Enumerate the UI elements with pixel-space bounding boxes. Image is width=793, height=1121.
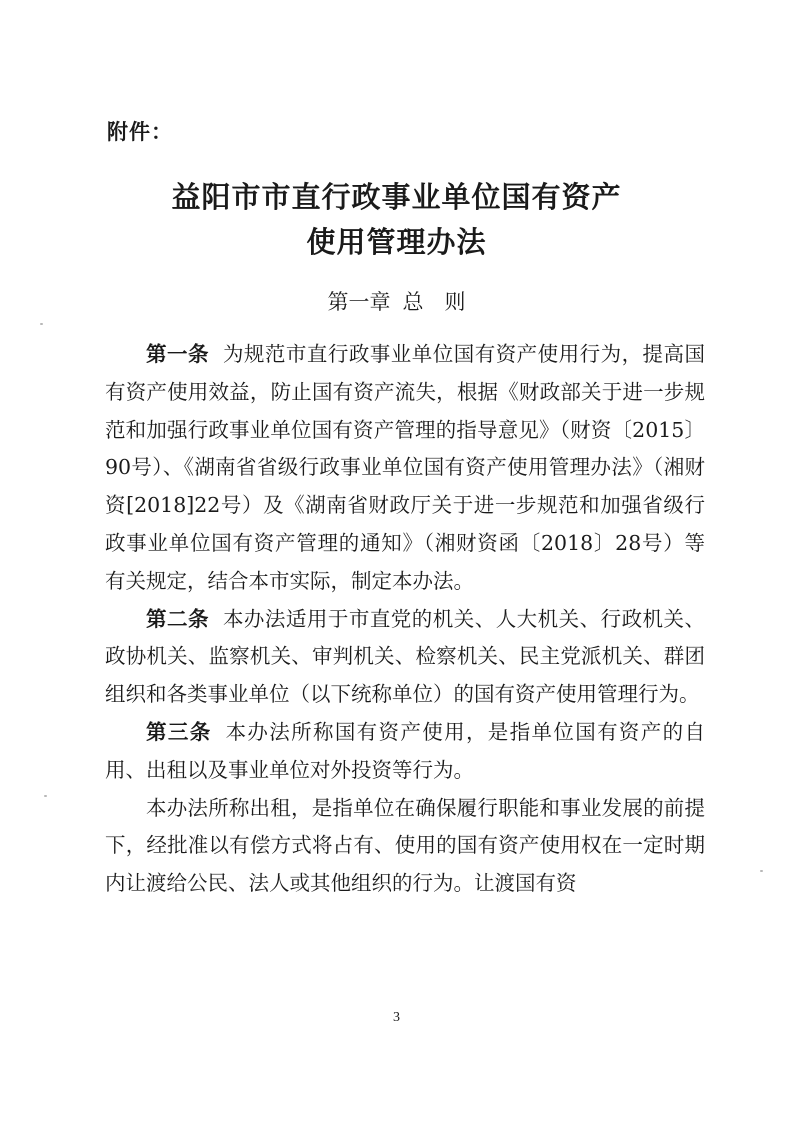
document-title-line-1: 益阳市市直行政事业单位国有资产	[171, 180, 622, 214]
scan-speck	[760, 870, 763, 872]
article-label: 第二条	[146, 606, 209, 631]
article-text: 本办法所称国有资产使用，是指单位国有资产的自用、出租以及事业单位对外投资等行为。	[105, 719, 705, 782]
document-title-line-2: 使用管理办法	[306, 225, 487, 259]
article-label: 第三条	[146, 719, 212, 744]
chapter-name: 总 则	[402, 290, 466, 314]
attachment-label: 附件：	[107, 120, 173, 144]
article-paragraph	[105, 336, 705, 601]
article-text: 为规范市直行政事业单位国有资产使用行为，提高国有资产使用效益，防止国有资产流失，根据《财政部关于进一步规范和加强行政事业单位国有资产管理的指导意见》（财资〔2015〕90号）、《湖南省省级行政事业单位国有资产使用管理办法》（湘财资[2018]22号）及《湖南省财政厅关于进一步规范和加强省级行政事业单位国有资产管理的通知》（湘财资函〔2018〕28号）等有关规定，结合本市实际，制定本办法。	[105, 342, 706, 593]
article-paragraph	[105, 714, 705, 790]
chapter-heading	[0, 286, 793, 316]
body-paragraph	[105, 790, 705, 903]
scan-speck	[40, 323, 43, 325]
page-number: 3	[393, 1010, 400, 1025]
article-text: 本办法适用于市直党的机关、人大机关、行政机关、政协机关、监察机关、审判机关、检察机关、民主党派机关、群团组织和各类事业单位（以下统称单位）的国有资产使用管理行为。	[105, 606, 706, 707]
scan-speck	[44, 795, 47, 797]
article-label: 第一条	[146, 342, 209, 366]
article-paragraph	[105, 601, 705, 714]
chapter-number: 第一章	[327, 290, 391, 314]
document-body	[105, 336, 705, 903]
paragraph-text: 本办法所称出租，是指单位在确保履行职能和事业发展的前提下，经批准以有偿方式将占有、使用的国有资产使用权在一定时期内让渡给公民、法人或其他组织的行为。让渡国有资	[105, 795, 705, 896]
